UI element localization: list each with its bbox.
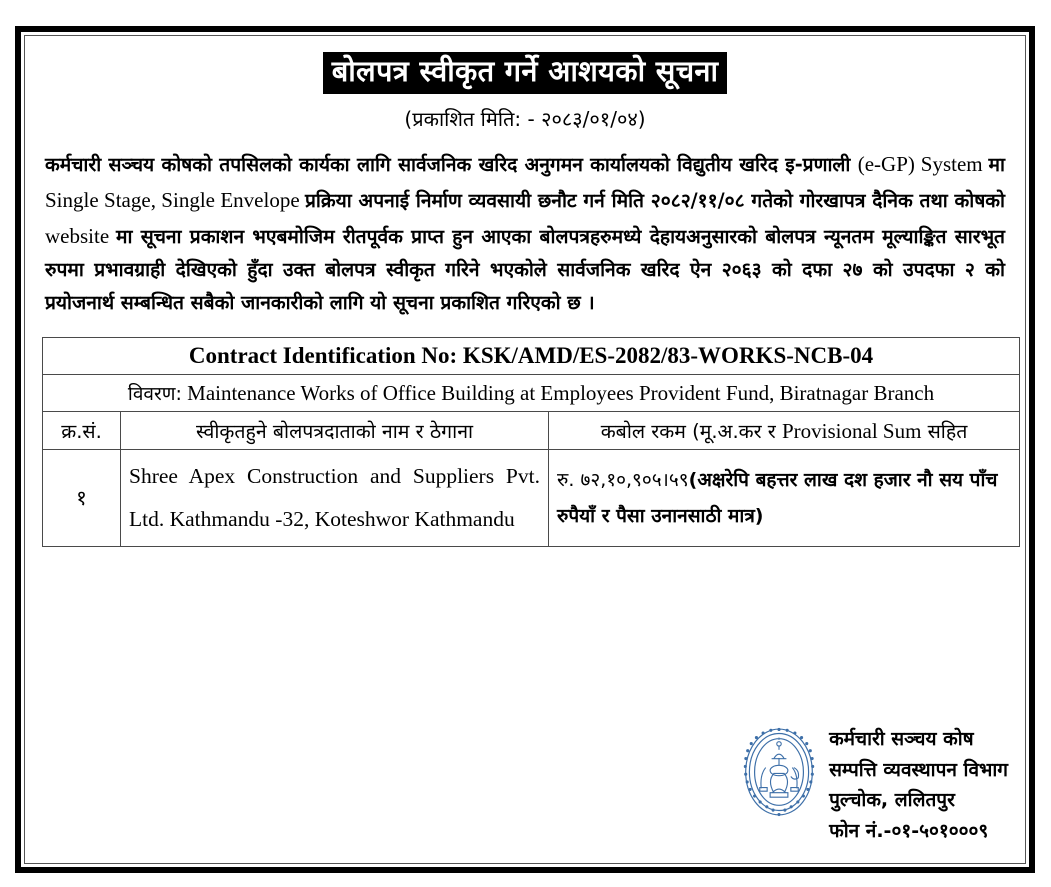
- body-segment: प्रक्रिया अपनाई निर्माण व्यवसायी छनौट गर्न मिति २०८२/११/०८ गतेको गोरखापत्र दैनिक तथा कोषको: [305, 189, 1006, 213]
- work-description-cell: [43, 374, 1020, 411]
- table-row: [43, 449, 1020, 546]
- table-header-row: [43, 411, 1020, 449]
- table-row-contract-id: [43, 337, 1020, 374]
- column-header-bidder-name-address: स्वीकृतहुने बोलपत्रदाताको नाम र ठेगाना: [121, 411, 549, 449]
- table-row-description: [43, 374, 1020, 411]
- cell-bidder-name-address: Shree Apex Construction and Suppliers Pvt. Ltd. Kathmandu -32, Koteshwor Kathmandu: [121, 449, 549, 546]
- description-label: विवरण:: [127, 382, 182, 405]
- issuer-signature-block: [742, 722, 1008, 847]
- issuer-address-lines: [829, 722, 1008, 847]
- body-segment-latin: Single Stage, Single Envelope: [45, 188, 306, 213]
- cell-serial-no: १: [43, 449, 121, 546]
- body-segment-latin: website: [45, 223, 116, 248]
- organization-seal-icon: [742, 726, 816, 818]
- column-header-quoted-amount: [549, 411, 1020, 449]
- body-segment: मा सूचना प्रकाशन भएबमोजिम रीतपूर्वक प्राप्त हुन आएका बोलपत्रहरुमध्ये देहायअनुसारको बोलपत्र न्यूनतम मूल्याङ्कित सारभूत रुपमा प्रभावग्राही देखिएको हुँदा उक्त बोलपत्र स्वीकृत गरिने भएकोले सार्वजनिक खरिद ऐन २०६३ को दफा २७ को उपदफा २ को प्रयोजनार्थ सम्बन्धित सबैको जानकारीको लागि यो सूचना प्रकाशित गरिएको छ ।: [45, 224, 1005, 315]
- notice-body-paragraph: [42, 147, 1008, 319]
- amount-header-post: सहित: [921, 419, 968, 443]
- issuer-department: सम्पत्ति व्यवस्थापन विभाग: [829, 758, 1008, 781]
- publication-date: (प्रकाशित मिति: - २०८३/०१/०४): [404, 107, 646, 132]
- amount-header-latin: Provisional Sum: [781, 418, 922, 443]
- svg-text:ठ: ठ: [777, 737, 781, 742]
- page-title: बोलपत्र स्वीकृत गर्ने आशयको सूचना: [323, 52, 728, 94]
- cell-quoted-amount: [549, 449, 1020, 546]
- contract-identification-no: Contract Identification No: KSK/AMD/ES-2082/83-WORKS-NCB-04: [43, 337, 1020, 374]
- column-header-serial-no: क्र.सं.: [43, 411, 121, 449]
- description-value: Maintenance Works of Office Building at Employees Provident Fund, Biratnagar Branch: [181, 380, 935, 405]
- document-content: [25, 36, 1025, 863]
- amount-in-words: (अक्षरेपि बहत्तर लाख दश हजार नौ सय पाँच रुपैयाँ र पैसा उनानसाठी मात्र): [557, 468, 998, 527]
- body-segment-latin: (e-GP) System: [857, 152, 989, 177]
- issuer-org-name: कर्मचारी सञ्चय कोष: [829, 727, 974, 750]
- document-page-frame: [15, 26, 1035, 873]
- amount-header-pre: कबोल रकम (मू.अ.कर र: [600, 419, 782, 443]
- issuer-phone: फोन नं.-०१-५०१०००९: [829, 820, 989, 843]
- issuer-location: पुल्चोक, ललितपुर: [829, 789, 955, 812]
- body-segment: मा: [988, 153, 1005, 177]
- title-area: [42, 52, 1008, 94]
- body-segment: कर्मचारी सञ्चय कोषको तपसिलको कार्यका लागि सार्वजनिक खरिद अनुगमन कार्यालयको विद्युतीय खरिद इ-प्रणाली: [45, 153, 858, 177]
- bid-award-table: [42, 337, 1020, 547]
- amount-figures: रु. ७२,१०,९०५।५९: [557, 468, 689, 491]
- document-inner-border: [24, 35, 1026, 864]
